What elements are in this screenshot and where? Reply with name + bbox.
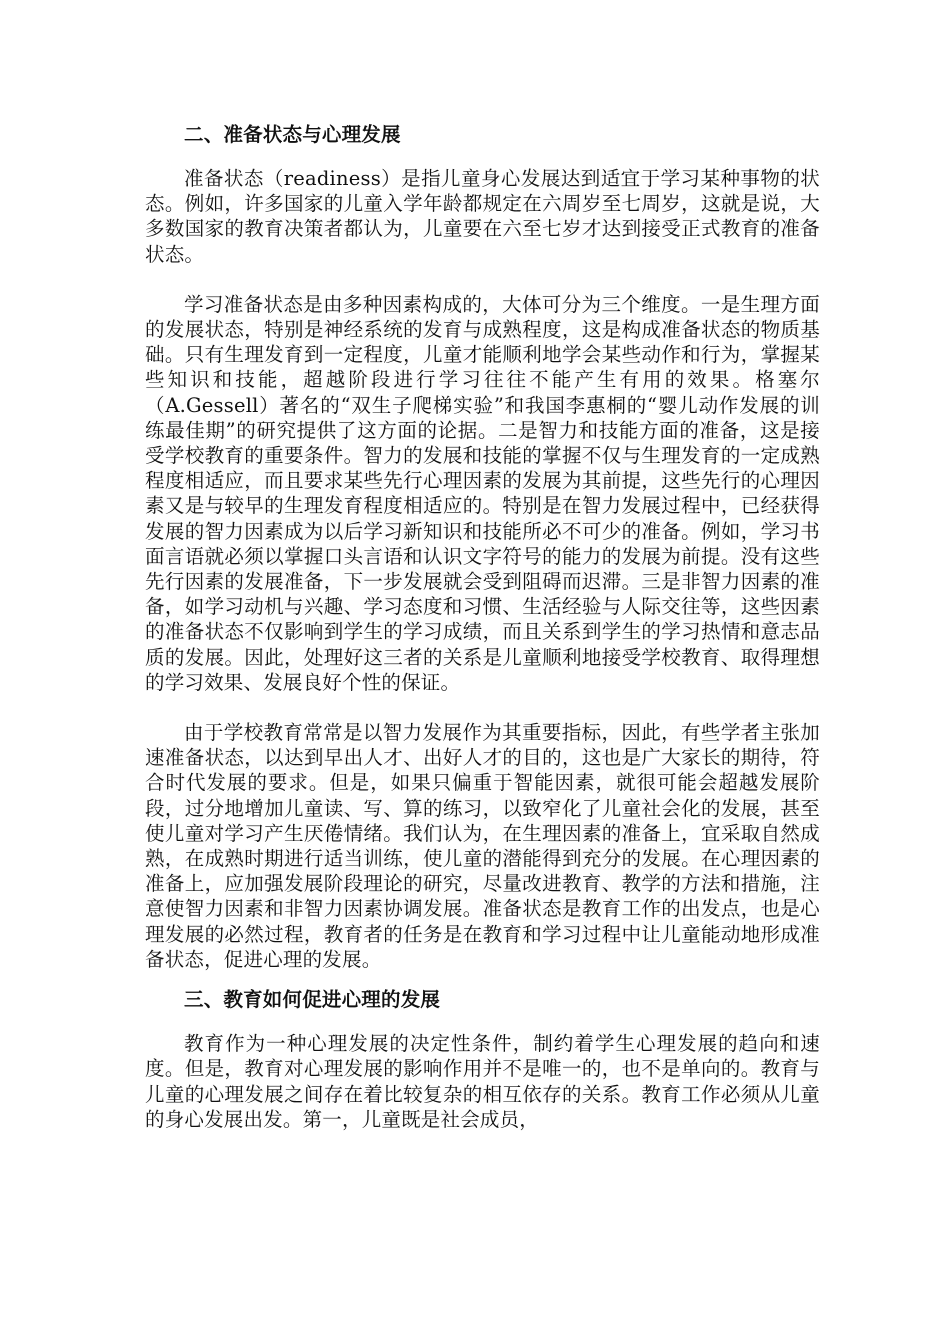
paragraph-readiness-acceleration: 由于学校教育常常是以智力发展作为其重要指标，因此，有些学者主张加速准备状态，以达到早出人才、出好人才的目的，这也是广大家长的期待，符合时代发展的要求。但是，如果只偏重于智能因素，就很可能会超越发展阶段，过分地增加儿童读、写、算的练习，以致窄化了儿童社会化的发展，甚至使儿童对学习产生厌倦情绪。我们认为，在生理因素的准备上，宜采取自然成熟，在成熟时期进行适当训练，使儿童的潜能得到充分的发展。在心理因素的准备上，应加强发展阶段理论的研究，尽量改进教育、教学的方法和措施，注意使智力因素和非智力因素协调发展。准备状态是教育工作的出发点，也是心理发展的必然过程，教育者的任务是在教育和学习过程中让儿童能动地形成准备状态，促进心理的发展。	[145, 721, 820, 971]
paragraph-readiness-definition: 准备状态（readiness）是指儿童身心发展达到适宜于学习某种事物的状态。例如，许多国家的儿童入学年龄都规定在六周岁至七周岁，这就是说，大多数国家的教育决策者都认为，儿童要在六至七岁才达到接受正式教育的准备状态。	[145, 167, 820, 266]
paragraph-education-role: 教育作为一种心理发展的决定性条件，制约着学生心理发展的趋向和速度。但是，教育对心理发展的影响作用并不是唯一的，也不是单向的。教育与儿童的心理发展之间存在着比较复杂的相互依存的关系。教育工作必须从儿童的身心发展出发。第一，儿童既是社会成员，	[145, 1032, 820, 1131]
section-heading-readiness: 二、准备状态与心理发展	[184, 123, 401, 146]
paragraph-readiness-dimensions: 学习准备状态是由多种因素构成的，大体可分为三个维度。一是生理方面的发展状态，特别是神经系统的发育与成熟程度，这是构成准备状态的物质基础。只有生理发育到一定程度，儿童才能顺利地学会某些动作和行为，掌握某些知识和技能，超越阶段进行学习往往不能产生有用的效果。格塞尔（A.Gessell）著名的“双生子爬梯实验”和我国李惠桐的“婴儿动作发展的训练最佳期”的研究提供了这方面的论据。二是智力和技能方面的准备，这是接受学校教育的重要条件。智力的发展和技能的掌握不仅与生理发育的一定成熟程度相适应，而且要求某些先行心理因素的发展为其前提，这些先行的心理因素又是与较早的生理发育程度相适应的。特别是在智力发展过程中，已经获得发展的智力因素成为以后学习新知识和技能所必不可少的准备。例如，学习书面言语就必须以掌握口头言语和认识文字符号的能力的发展为前提。没有这些先行因素的发展准备，下一步发展就会受到阻碍而迟滞。三是非智力因素的准备，如学习动机与兴趣、学习态度和习惯、生活经验与人际交往等，这些因素的准备状态不仅影响到学生的学习成绩，而且关系到学生的学习热情和意志品质的发展。因此，处理好这三者的关系是儿童顺利地接受学校教育、取得理想的学习效果、发展良好个性的保证。	[145, 292, 820, 694]
section-heading-education-promotes-development: 三、教育如何促进心理的发展	[184, 988, 441, 1012]
document-body	[145, 122, 820, 1132]
